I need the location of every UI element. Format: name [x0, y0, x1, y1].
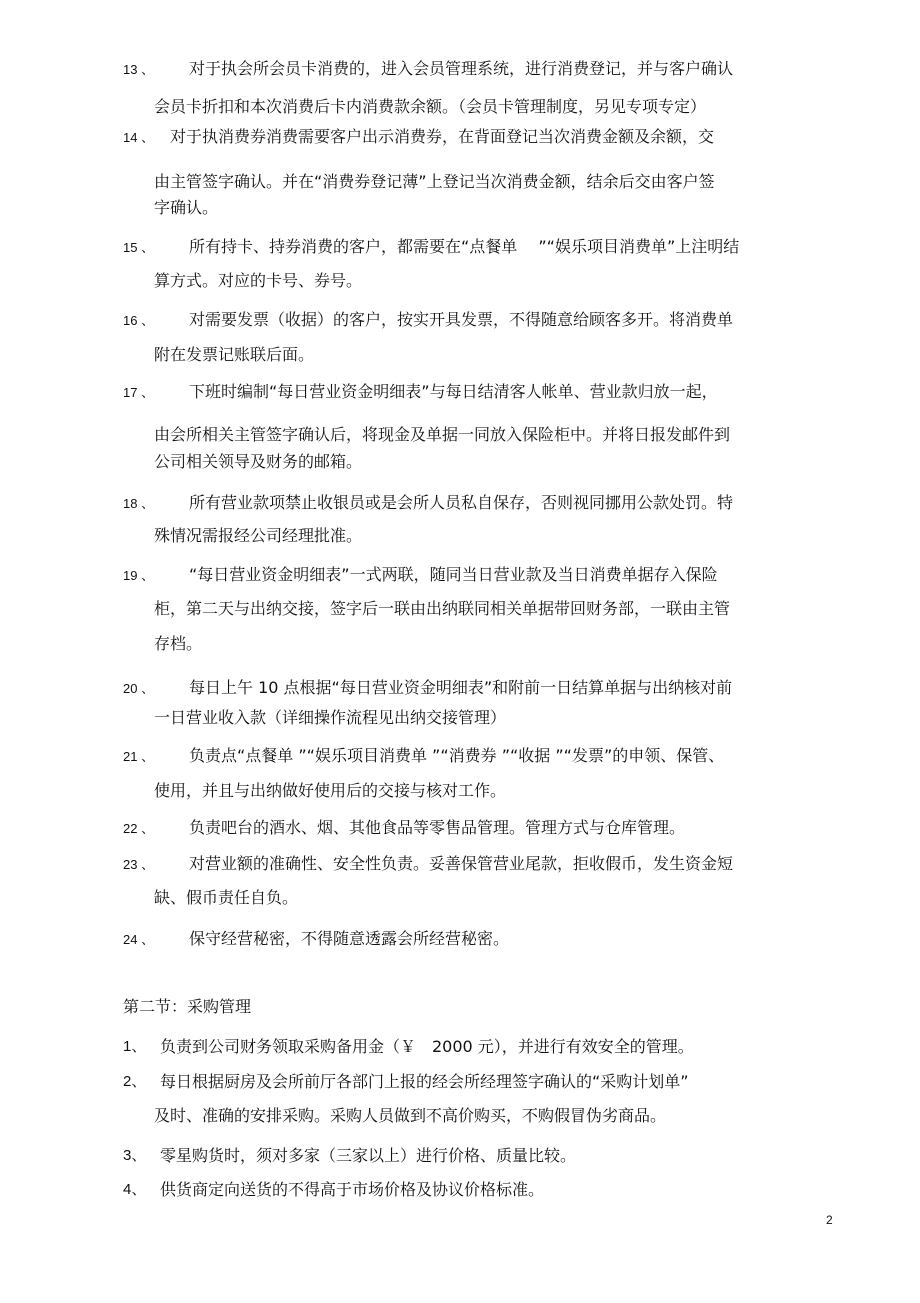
item-19-line-2: 柜，第二天与出纳交接，签字后一联由出纳联同相关单据带回财务部，一联由主管	[154, 599, 731, 618]
item-23-line-2: 缺、假币责任自负。	[154, 888, 299, 907]
purchase-item-4-line-1: 供货商定向送货的不得高于市场价格及协议价格标准。	[160, 1180, 545, 1199]
item-13-line-1: 对于执会所会员卡消费的，进入会员管理系统，进行消费登记，并与客户确认	[189, 59, 734, 78]
page-number: 2	[826, 1213, 833, 1227]
item-14-line-1: 对于执消费券消费需要客户出示消费券，在背面登记当次消费金额及余额，交	[170, 127, 715, 146]
section-title: 第二节：采购管理	[123, 997, 252, 1016]
item-15-number: 15 、	[123, 240, 155, 255]
item-24-line-1: 保守经营秘密，不得随意透露会所经营秘密。	[189, 929, 510, 948]
purchase-item-3-line-1: 零星购货时，须对多家（三家以上）进行价格、质量比较。	[160, 1146, 577, 1165]
item-21-number: 21 、	[123, 749, 155, 764]
item-19-line-1: “每日营业资金明细表”一式两联，随同当日营业款及当日消费单据存入保险	[189, 565, 718, 584]
purchase-item-2-line-2: 及时、准确的安排采购。采购人员做到不高价购买，不购假冒伪劣商品。	[154, 1106, 667, 1125]
purchase-item-3-number: 3、	[123, 1147, 147, 1164]
item-21-line-2: 使用，并且与出纳做好使用后的交接与核对工作。	[154, 781, 507, 800]
item-24-number: 24 、	[123, 932, 155, 947]
item-18-line-2: 殊情况需报经公司经理批准。	[154, 526, 363, 545]
item-20-number: 20 、	[123, 681, 155, 696]
item-16-line-2: 附在发票记账联后面。	[154, 345, 315, 364]
item-16-line-1: 对需要发票（收据）的客户，按实开具发票，不得随意给顾客多开。将消费单	[189, 310, 734, 329]
item-13-line-2: 会员卡折扣和本次消费后卡内消费款余额。（会员卡管理制度，另见专项专定）	[154, 97, 707, 116]
item-21-line-1: 负责点“点餐单 ”“娱乐项目消费单 ”“消费券 ”“收据 ”“发票”的申领、保管、	[189, 746, 725, 765]
item-20-line-1: 每日上午 10 点根据“每日营业资金明细表”和附前一日结算单据与出纳核对前	[189, 678, 733, 697]
item-19-number: 19 、	[123, 568, 155, 583]
item-15-line-2: 算方式。对应的卡号、券号。	[154, 271, 363, 290]
purchase-item-1-number: 1、	[123, 1038, 147, 1055]
purchase-item-2-number: 2、	[123, 1073, 147, 1090]
item-23-line-1: 对营业额的准确性、安全性负责。妥善保管营业尾款，拒收假币，发生资金短	[189, 854, 734, 873]
item-18-line-1: 所有营业款项禁止收银员或是会所人员私自保存，否则视同挪用公款处罚。特	[189, 493, 734, 512]
item-22-line-1: 负责吧台的酒水、烟、其他食品等零售品管理。管理方式与仓库管理。	[189, 818, 686, 837]
item-17-line-3: 公司相关领导及财务的邮箱。	[154, 452, 363, 471]
item-14-line-3: 字确认。	[154, 198, 219, 217]
item-17-number: 17 、	[123, 385, 155, 400]
item-15-line-1: 所有持卡、持券消费的客户，都需要在“点餐单 ”“娱乐项目消费单”上注明结	[189, 237, 740, 256]
item-16-number: 16 、	[123, 313, 155, 328]
purchase-item-2-line-1: 每日根据厨房及会所前厅各部门上报的经会所经理签字确认的“采购计划单”	[160, 1072, 689, 1091]
purchase-item-1-line-1: 负责到公司财务领取采购备用金（￥ 2000 元），并进行有效安全的管理。	[160, 1037, 694, 1056]
item-17-line-1: 下班时编制“每日营业资金明细表”与每日结清客人帐单、营业款归放一起，	[189, 382, 718, 401]
item-14-number: 14 、	[123, 130, 155, 145]
item-20-line-2: 一日营业收入款（详细操作流程见出纳交接管理）	[154, 708, 507, 727]
purchase-item-4-number: 4、	[123, 1181, 147, 1198]
item-13-number: 13 、	[123, 62, 155, 77]
item-19-line-3: 存档。	[154, 634, 203, 653]
item-14-line-2: 由主管签字确认。并在“消费券登记薄”上登记当次消费金额，结余后交由客户签	[154, 172, 715, 191]
item-23-number: 23 、	[123, 857, 155, 872]
item-17-line-2: 由会所相关主管签字确认后，将现金及单据一同放入保险柜中。并将日报发邮件到	[154, 425, 731, 444]
item-22-number: 22 、	[123, 821, 155, 836]
item-18-number: 18 、	[123, 496, 155, 511]
